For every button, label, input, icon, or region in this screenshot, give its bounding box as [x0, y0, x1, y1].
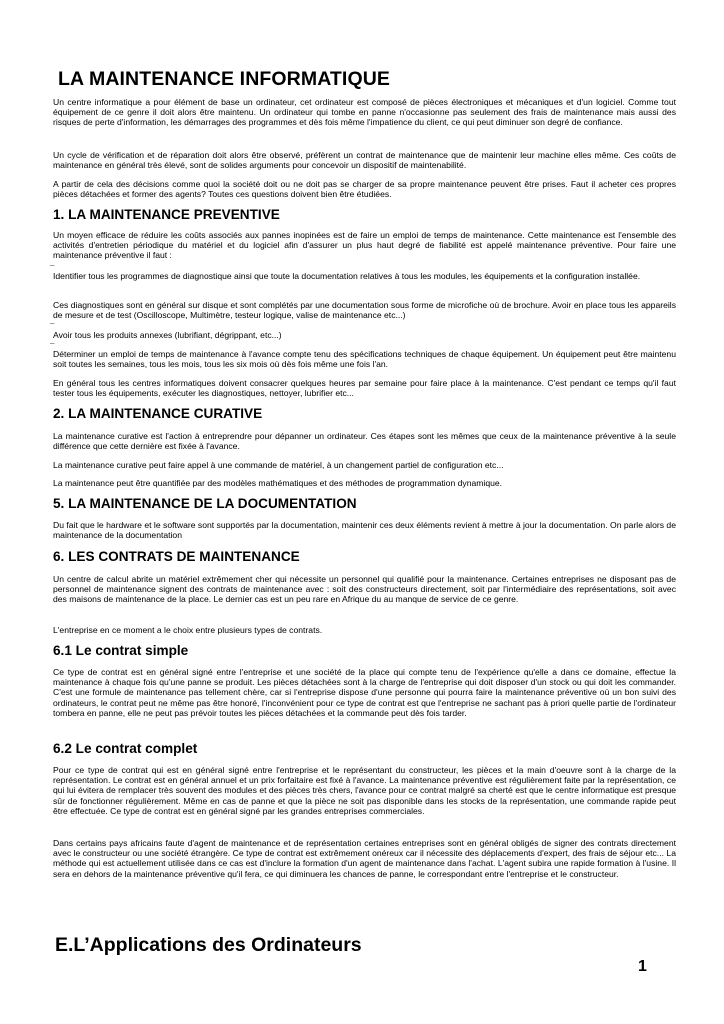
curative-paragraph-2: La maintenance curative peut faire appel à une commande de matériel, à un changement partiel de configuration etc... [53, 460, 504, 470]
preventive-paragraph-1: Un moyen efficace de réduire les coûts associés aux pannes inopinées est de faire un emploi de temps de maintenance. Cette maintenance est l'ensemble des activités d'entretien périodique du matériel et du logiciel afin d'assurer un plus haut degré de fiabilité est appelé maintenance préventive. Pour faire une maintenance préventive il faut : [53, 230, 676, 261]
heading-preventive: 1. LA MAINTENANCE PREVENTIVE [53, 207, 280, 222]
footer-title: E.L’Applications des Ordinateurs [55, 934, 362, 956]
preventive-bullet-1: Identifier tous les programmes de diagnostique ainsi que toute la documentation relatives à tous les modules, les équipements et la configuration installée. [53, 271, 641, 281]
heading-contracts: 6. LES CONTRATS DE MAINTENANCE [53, 549, 300, 564]
preventive-bullet-3: Déterminer un emploi de temps de maintenance à l'avance compte tenu des spécifications techniques de chaque équipement. Un équipement peut être maintenu soit toutes les semaines, tous les mois, tous les six mois où dès fois même une fois l'an. [53, 349, 676, 370]
curative-paragraph-1: La maintenance curative est l'action à entreprendre pour dépanner un ordinateur. Ces étapes sont les mêmes que ceux de la maintenance préventive à la seule différence que cette dernière est fixée à l'avance. [53, 431, 676, 452]
contracts-paragraph-1: Un centre de calcul abrite un matériel extrêmement cher qui nécessite un personnel qui qualifié pour la maintenance. Certaines entreprises ne disposant pas de personnel de maintenance signent des contrats de maintenance avec : soit des constructeurs directement, soit par l'intermédiaire des représentations, soit avec des maisons de maintenance de la place. Le dernier cas est un peu rare en Afrique du au manque de service de ce genre. [53, 574, 676, 605]
heading-simple-contract: 6.1 Le contrat simple [53, 643, 189, 658]
document-title: LA MAINTENANCE INFORMATIQUE [58, 68, 391, 90]
page-number: 1 [638, 958, 647, 975]
bullet-marker: ¯ [50, 323, 55, 332]
intro-paragraph-1: Un centre informatique a pour élément de base un ordinateur, cet ordinateur est composé de pièces électroniques et mécaniques et d'un logiciel. Comme tout équipement de ce genre il doit alors être maintenu. Un ordinateur qui tombe en panne n'occasionne pas seulement des frais de maintenance mais aussi des risques de perte d'information, les démarrages des programmes et dès fois même l'impatience du client, ce qui peut diminuer son degré de confiance. [53, 97, 676, 128]
complete-contract-paragraph-1: Pour ce type de contrat qui est en général signé entre l'entreprise et le représentant du constructeur, les pièces et la main d'oeuvre sont à la charge de la représentation. Le contrat est en général annuel et un prix forfaitaire est fixé à l'avance. La maintenance préventive est régulièrement faite par la représentation, ce qui lui évitera de remplacer très souvent des modules et des pièces très chers, l'avance pour ce contrat malgré sa cherté est que le centre informatique est presque sûr de fonctionner régulièrement. Même en cas de panne et que la pièce ne soit pas disponible dans les stocks de la représentation, une commande rapide peut être effectuée. Ce type de contrat est en général signé par les grandes entreprises commerciales. [53, 765, 676, 816]
simple-contract-paragraph: Ce type de contrat est en général signé entre l'entreprise et une société de la place qui compte tenu de l'expérience qu'elle a dans ce domaine, effectue la maintenance à chaque fois qu'une panne se produit. Les pièces détachées sont à la charge de l'entreprise qui doit disposer d'un stock ou qui doit les commander. C'est une formule de maintenance pas tellement chère, car si l'entreprise dispose d'une personne qui pourra faire la maintenance préventive où un bon suivi des ordinateurs, le contrat peut ne même pas être honoré, l'inconvénient pour ce type de contrat est que l'entreprise ne sachant pas à priori quelle partie de l'ordinateur tombera en panne, elle ne peut pas prévoir toutes les pièces détachées et la commande peut dès fois tarder. [53, 667, 676, 718]
preventive-bullet-2: Avoir tous les produits annexes (lubrifiant, dégrippant, etc...) [53, 330, 282, 340]
heading-curative: 2. LA MAINTENANCE CURATIVE [53, 406, 263, 421]
intro-paragraph-2: Un cycle de vérification et de réparation doit alors être observé, préfèrent un contrat de maintenance que de maintenir leur machine elles même. Ces coûts de maintenance en général très élevé, sont de solides arguments pour concevoir un dispositif de maintenabilité. [53, 150, 676, 171]
preventive-paragraph-3: En général tous les centres informatiques doivent consacrer quelques heures par semaine pour faire place à la maintenance. C'est pendant ce temps qu'il faut tester tous les équipements, exécuter les diagnostiques, nettoyer, lubrifier etc... [53, 378, 676, 399]
preventive-paragraph-2: Ces diagnostiques sont en général sur disque et sont complétés par une documentation sous forme de microfiche où de brochure. Avoir en place tous les appareils de mesure et de test (Oscilloscope, Multimètre, testeur logique, valise de maintenance etc...) [53, 300, 676, 321]
documentation-paragraph-1: Du fait que le hardware et le software sont supportés par la documentation, maintenir ces deux éléments revient à mettre à jour la documentation. On parle alors de maintenance de la documentation [53, 520, 676, 541]
bullet-marker: ¯ [50, 265, 55, 274]
complete-contract-paragraph-2: Dans certains pays africains faute d'agent de maintenance et de représentation certaines entreprises sont en général obligés de signer des contrats directement avec le constructeur ou une société étrangère. Ce type de contrat est extrêmement onéreux car il nécessite des déplacements d'expert, des frais de séjour etc... La méthode qui est actuellement utilisée dans ce cas est d'inclure la formation d'un agent de maintenance dans l'achat. L'agent subira une rapide formation à l'usine. Il sera en dehors de la maintenance préventive qu'il fera, ce qui diminuera les chances de panne, le correspondant entre l'entreprise et le constructeur. [53, 838, 676, 879]
contracts-paragraph-2: L'entreprise en ce moment a le choix entre plusieurs types de contrats. [53, 625, 323, 635]
bullet-marker: ¯ [50, 343, 55, 352]
heading-complete-contract: 6.2 Le contrat complet [53, 741, 198, 756]
curative-paragraph-3: La maintenance peut être quantifiée par des modèles mathématiques et des méthodes de programmation dynamique. [53, 478, 503, 488]
heading-documentation: 5. LA MAINTENANCE DE LA DOCUMENTATION [53, 496, 357, 511]
intro-paragraph-3: A partir de cela des décisions comme quoi la société doit ou ne doit pas se charger de sa propre maintenance peuvent être prises. Faut il acheter ces propres pièces détachées et former des agents? Toutes ces questions doivent bien être étudiées. [53, 179, 676, 200]
